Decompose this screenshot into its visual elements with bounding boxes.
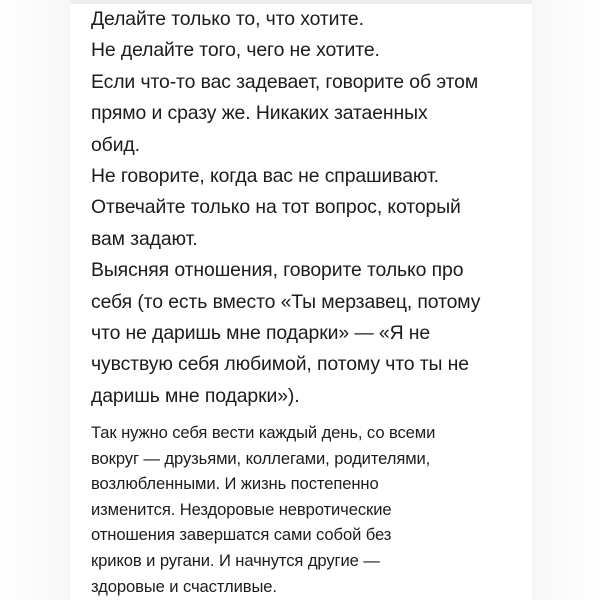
text-line: здоровые и счастливые. — [91, 576, 277, 596]
left-margin — [0, 0, 70, 600]
text-line: изменится. Нездоровые невротические — [91, 499, 392, 519]
text-line: криков и ругани. И начнутся другие — — [91, 550, 380, 570]
text-line: отношения завершатся сами собой без — [91, 525, 392, 545]
text-line: вам задают. — [91, 227, 198, 250]
text-line: прямо и сразу же. Никаких затаенных — [91, 102, 428, 125]
text-line: возлюбленными. И жизнь постепенно — [91, 474, 379, 494]
text-line: себя (то есть вместо «Ты мерзавец, потому — [91, 290, 481, 313]
text-line: Делайте только то, что хотите. — [91, 8, 364, 30]
text-line: Выясняя отношения, говорите только про — [91, 259, 464, 282]
text-line: Так нужно себя вести каждый день, со всеми — [91, 423, 436, 442]
text-line: Если что-то вас задевает, говорите об этом — [91, 70, 479, 93]
text-line: даришь мне подарки»). — [91, 384, 300, 407]
text-line: вокруг — друзьями, коллегами, родителями, — [91, 448, 431, 468]
text-line: Отвечайте только на тот вопрос, который — [91, 196, 461, 219]
conclusion-paragraph — [91, 420, 531, 599]
text-line: чувствую себя любимой, потому что ты не — [91, 353, 469, 376]
text-line: Не делайте того, чего не хотите. — [91, 39, 380, 62]
advice-paragraph — [91, 4, 531, 412]
right-margin — [532, 0, 602, 600]
text-line: обид. — [91, 133, 140, 156]
text-line: Не говорите, когда вас не спрашивают. — [91, 164, 439, 187]
text-line: что не даришь мне подарки» — «Я не — [91, 321, 431, 344]
